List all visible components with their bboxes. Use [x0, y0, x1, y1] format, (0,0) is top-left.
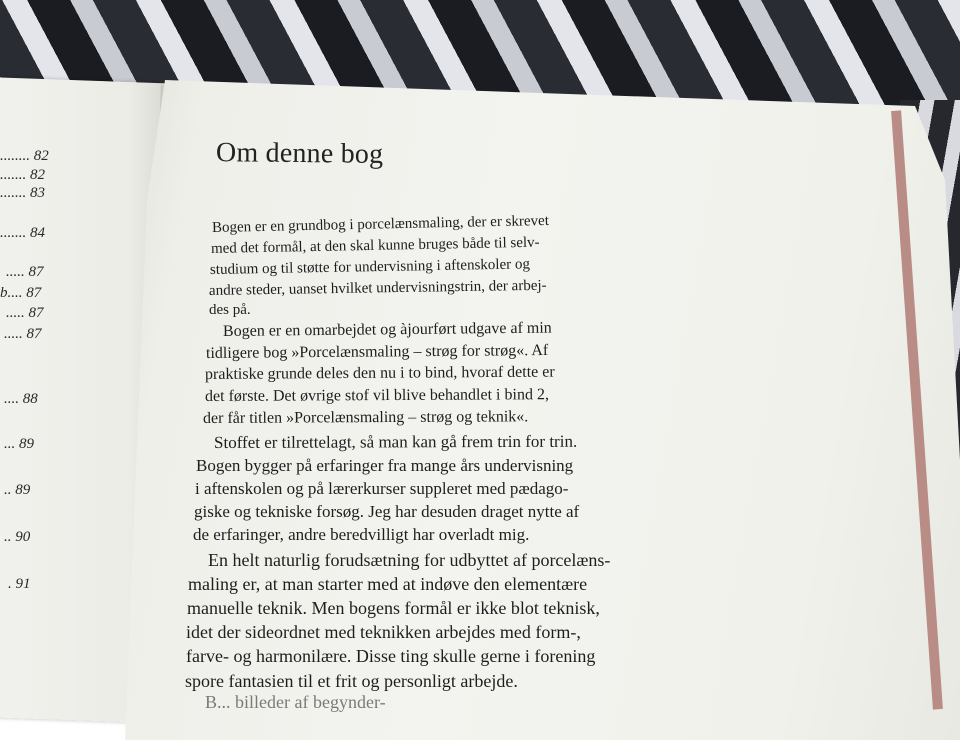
text-line: der får titlen »Porcelænsmaling – strøg og teknik«.: [202, 408, 529, 427]
text-line: tidligere bog »Porcelænsmaling – strøg for strøg«. Af: [205, 342, 549, 362]
text-line: Bogen er en grundbog i porcelænsmaling, der er skrevet: [211, 212, 550, 236]
text-line: med det formål, at den skal kunne bruges både til selv-: [210, 234, 540, 257]
text-line: Bogen er en omarbejdet og àjourført udgave af min: [222, 319, 552, 340]
toc-line: ....... 82: [0, 167, 45, 183]
toc-line: .. 90: [4, 529, 31, 545]
text-line: i aftenskolen og på lærerkurser suppleret med pædago-: [195, 479, 569, 498]
text-line: Stoffet er tilrettelagt, så man kan gå frem trin for trin.: [213, 431, 578, 452]
text-line: des på.: [209, 302, 251, 318]
text-line: praktiske grunde deles den nu i to bind, hvoraf dette er: [204, 363, 555, 383]
toc-line: .... 88: [4, 391, 38, 407]
text-line: Bogen bygger på erfaringer fra mange års undervisning: [196, 456, 574, 475]
text-line: maling er, at man starter med at indøve den elementære: [188, 574, 588, 594]
toc-line: ..... 87: [6, 305, 44, 321]
toc-line: ........ 82: [0, 148, 49, 164]
text-line: En helt naturlig forudsætning for udbyttet af porcelæns-: [208, 550, 611, 570]
toc-line: ..... 87: [4, 326, 42, 342]
toc-line: ....... 83: [0, 185, 45, 201]
text-line: de erfaringer, andre beredvilligt har overladt mig.: [193, 525, 530, 544]
text-line: farve- og harmonilære. Disse ting skulle gerne i forening: [186, 646, 596, 666]
toc-line: .. 89: [4, 482, 31, 498]
text-line: giske og tekniske forsøg. Jeg har desuden draget nytte af: [194, 502, 580, 521]
toc-line: ... 89: [4, 436, 34, 452]
text-line: det første. Det øvrige stof vil blive behandlet i bind 2,: [204, 386, 549, 405]
page-title: Om denne bog: [215, 137, 384, 170]
text-line: manuelle teknik. Men bogens formål er ikke blot teknisk,: [187, 598, 600, 618]
text-line: B... billeder af begynder-: [205, 692, 386, 712]
text-line: idet der sideordnet med teknikken arbejdes med form-,: [186, 622, 581, 642]
toc-line: ..... 87: [6, 264, 44, 280]
text-line: andre steder, uanset hvilket undervisningstrin, der arbej-: [208, 277, 547, 299]
toc-line: b.... 87: [0, 285, 42, 301]
text-line: spore fantasien til et frit og personligt arbejde.: [185, 671, 518, 691]
toc-line: . 91: [8, 576, 31, 592]
text-line: studium og til støtte for undervisning i aftenskoler og: [209, 256, 531, 278]
toc-line: ....... 84: [0, 225, 45, 241]
